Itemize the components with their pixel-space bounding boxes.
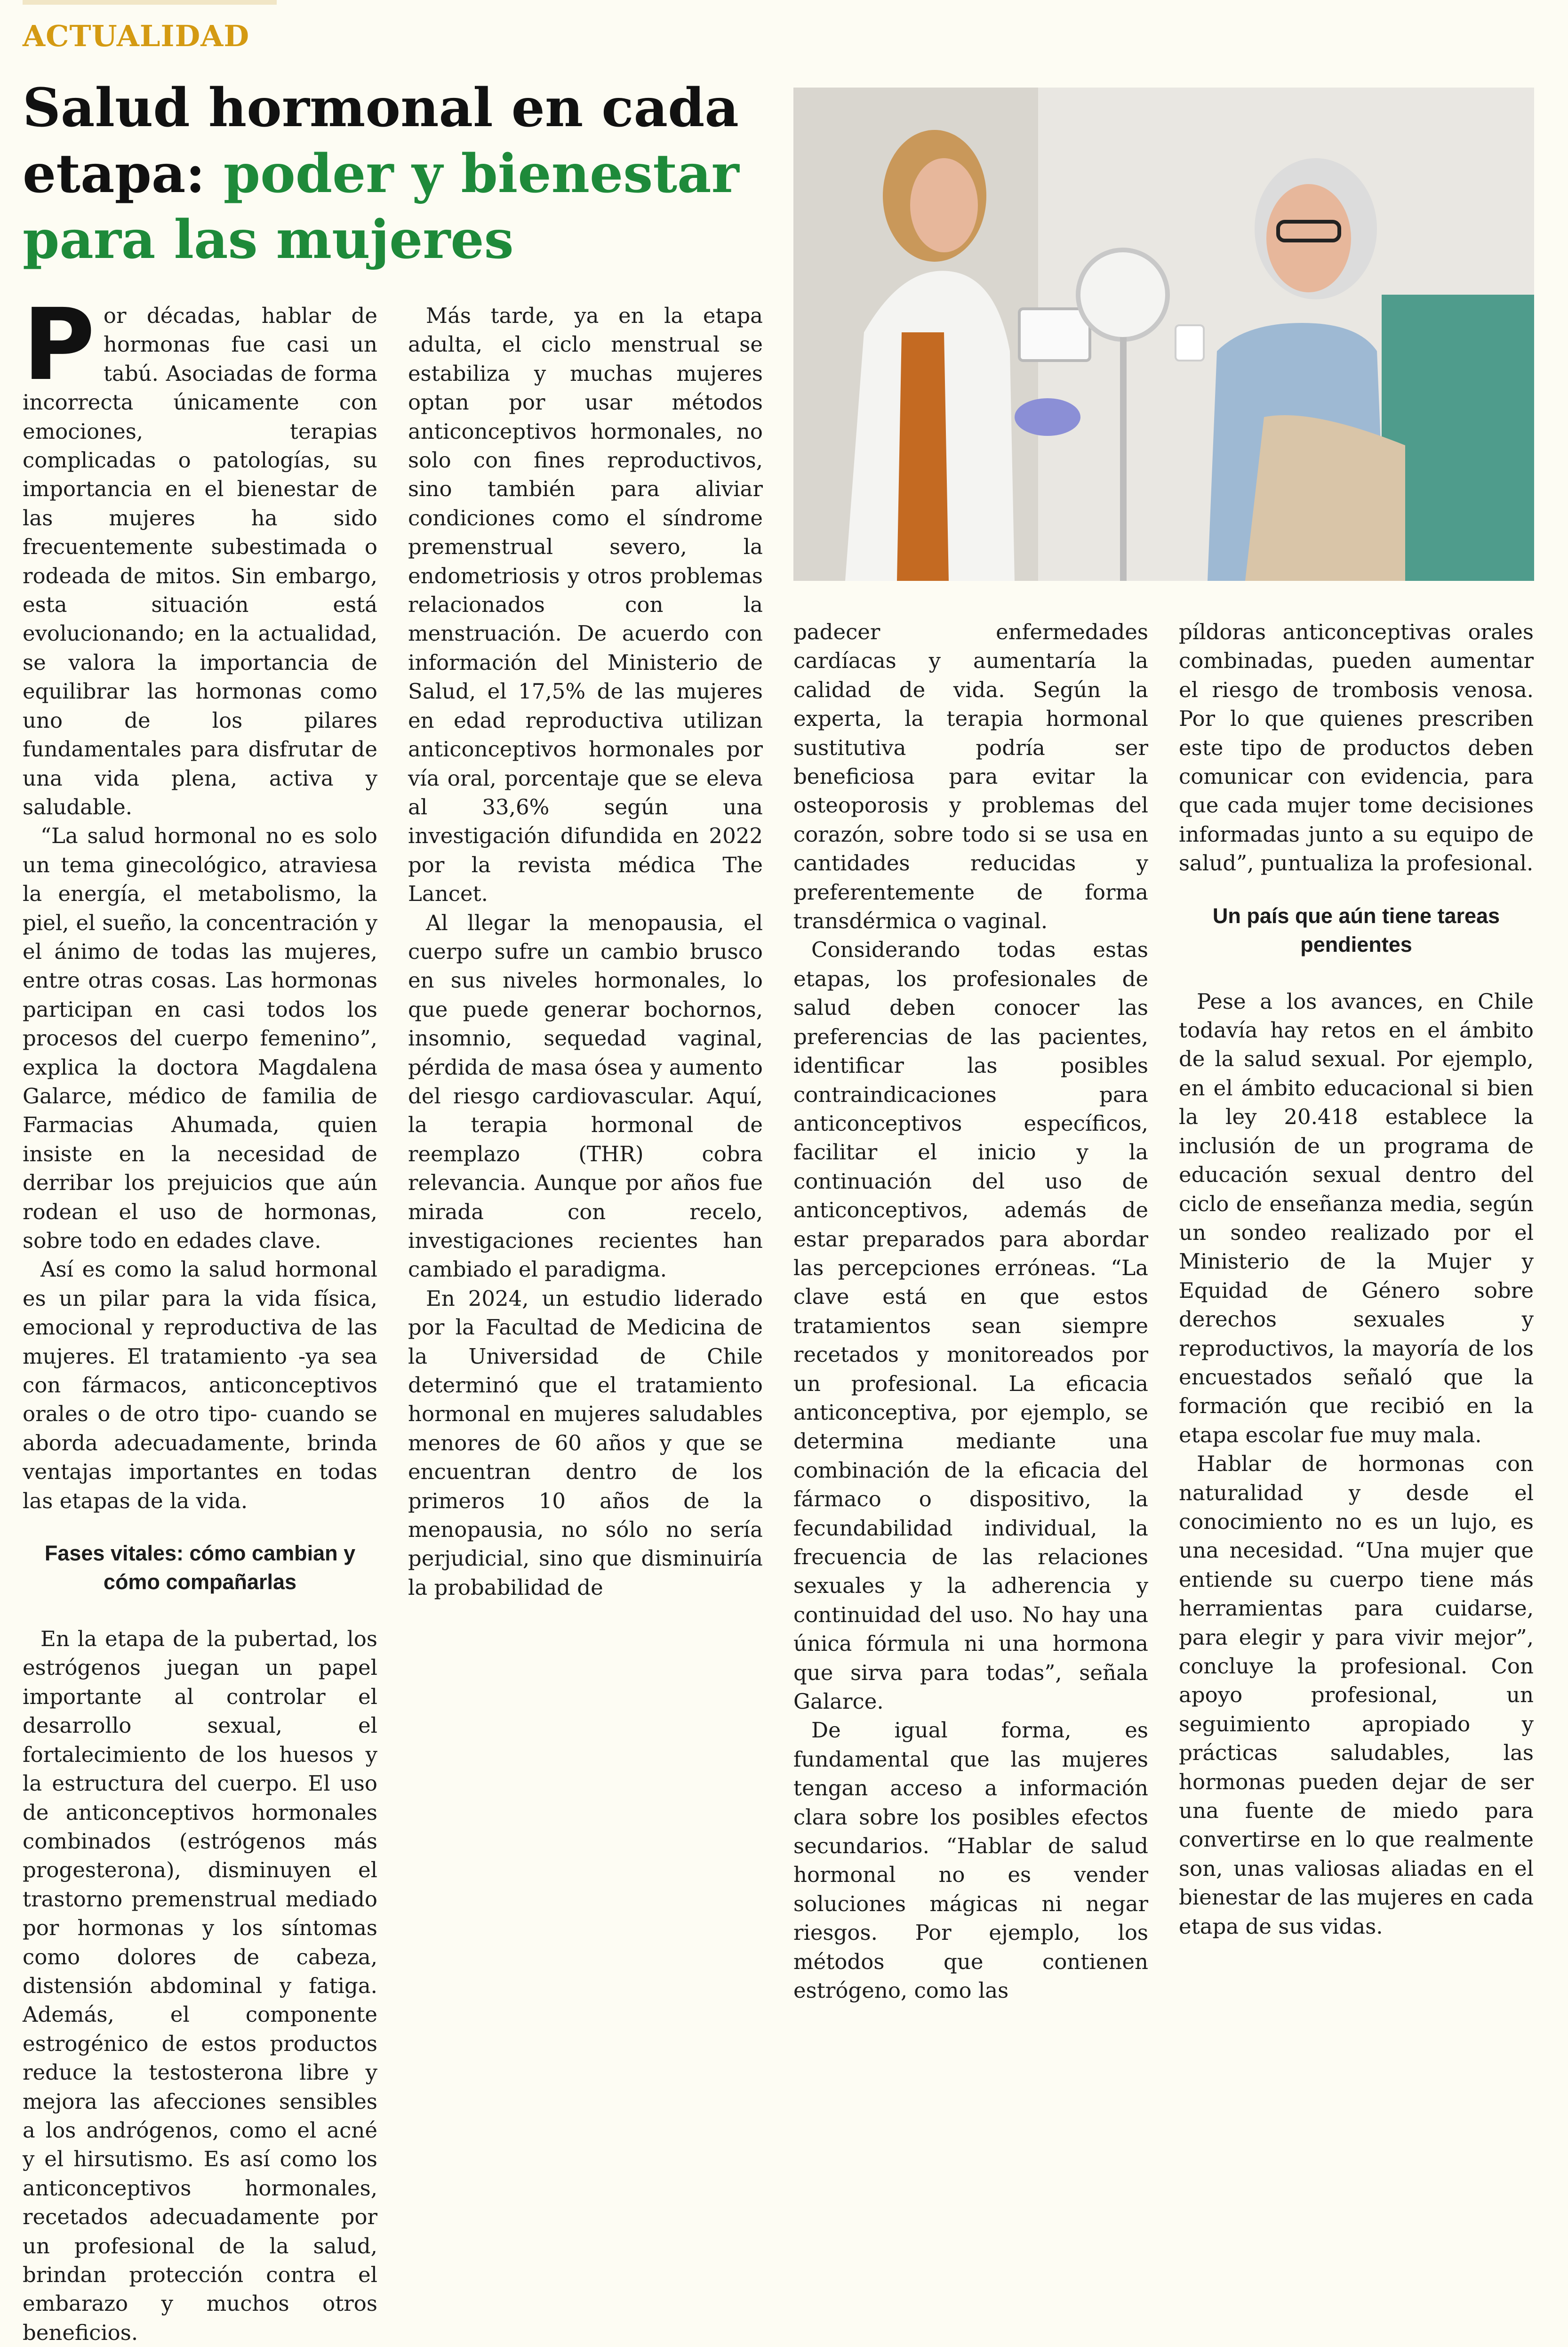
column-1: [23, 287, 377, 2347]
subheading-fases-vitales: Fases vitales: cómo cambian y cómo compañarlas: [44, 1541, 356, 1594]
paragraph-1-text: or décadas, hablar de hormonas fue casi un tabú. Asociadas de forma incorrecta únicamente con emociones, terapias complicadas o patologías, su importancia en el bienestar de las mujeres ha sido frecuentemente subestimada o rodeada de mitos. Sin embargo, esta situación está evolucionando; en la actualidad, se valora la importancia de equilibrar las hormonas como uno de los pilares fundamentales para disfrutar de una vida plena, activa y saludable.: [23, 303, 377, 820]
headline-part-1: Salud hormonal en cada etapa:: [23, 77, 739, 205]
photo-water-cup: [1176, 325, 1204, 361]
photo-doctor-face: [910, 158, 978, 252]
article-photo: [793, 88, 1534, 581]
photo-laptop: [1019, 309, 1090, 361]
headline: [23, 75, 757, 273]
photo-lamp-stand: [1120, 337, 1127, 581]
subheading-pais: Un país que aún tiene tareas pendientes: [1212, 903, 1500, 956]
paragraph-9: De igual forma, es fundamental que las mujeres tengan acceso a información clara sobre los posibles efectos secundarios. “Hablar de salud hormonal no es vender soluciones mágicas ni negar riesgos. Por ejemplo, los métodos que contienen estrógeno, como las: [793, 1718, 1148, 2003]
paragraph-1: [23, 287, 377, 821]
paragraph-10: Pese a los avances, en Chile todavía hay retos en el ámbito de la salud sexual. Por ejemplo, en el ámbito educacional si bien la ley 20.418 establece la inclusión de un programa de educación sexual dentro del ciclo de enseñanza media, según un sondeo realizado por el Ministerio de la Mujer y Equidad de Género sobre derechos sexuales y reproductivos, la mayoría de los encuestados señaló que la formación que recibió en la etapa escolar fue muy mala.: [1179, 989, 1534, 1447]
photo-illustration: [793, 88, 1534, 581]
drop-cap: P: [23, 287, 95, 402]
paragraph-7: En 2024, un estudio liderado por la Facultad de Medicina de la Universidad de Chile determinó que el tratamiento hormonal en mujeres saludables menores de 60 años y que se encuentran dentro de los primeros 10 años de la menopausia, no sólo no sería perjudicial, sino que disminuiría la probabilidad de: [408, 1286, 763, 1600]
column-2: [408, 301, 763, 1602]
photo-doctor-blouse: [897, 332, 949, 581]
paragraph-4: En la etapa de la pubertad, los estrógenos juegan un papel importante al controlar el desarrollo sexual, el fortalecimiento de los huesos y la estructura del cuerpo. El uso de anticonceptivos hormonales combinados (estrógenos más progesterona), disminuyen el trastorno premenstrual mediado por hormonas y los síntomas como dolores de cabeza, distensión abdominal y fatiga. Además, el componente estrogénico de estos productos reduce la testosterona libre y mejora las afecciones sensibles a los andrógenos, como el acné y el hirsutismo. Es así como los anticonceptivos hormonales, recetados adecuadamente por un profesional de la salud, brindan protección contra el embarazo y muchos otros beneficios.: [23, 1626, 377, 2345]
section-label: ACTUALIDAD: [23, 19, 250, 53]
paragraph-9-continued: píldoras anticonceptivas orales combinadas, pueden aumentar el riesgo de trombosis venosa. Por lo que quienes prescriben este tipo de productos deben comunicar con evidencia, para que cada mujer tome decisiones informadas junto a su equipo de salud”, puntualiza la profesional.: [1179, 619, 1534, 876]
paragraph-7-continued: padecer enfermedades cardíacas y aumentaría la calidad de vida. Según la experta, la terapia hormonal sustitutiva podría ser beneficiosa para evitar la osteoporosis y problemas del corazón, sobre todo si se usa en cantidades reducidas y preferentemente de forma transdérmica o vaginal.: [793, 619, 1148, 934]
paragraph-2: “La salud hormonal no es solo un tema ginecológico, atraviesa la energía, el metabolismo, la piel, el sueño, la concentración y el ánimo de todas las mujeres, entre otras cosas. Las hormonas participan en casi todos los procesos del cuerpo femenino”, explica la doctora Magdalena Galarce, médico de familia de Farmacias Ahumada, quien insiste en la necesidad de derribar los prejuicios que aún rodean el uso de hormonas, sobre todo en edades clave.: [23, 823, 377, 1253]
column-4: [1179, 618, 1534, 1941]
paragraph-3: Así es como la salud hormonal es un pilar para la vida física, emocional y reproductiva de las mujeres. El tratamiento -ya sea con fármacos, anticonceptivos orales o de otro tipo- cuando se aborda adecuadamente, brinda ventajas importantes en todas las etapas de la vida.: [23, 1257, 377, 1513]
paragraph-5: Más tarde, ya en la etapa adulta, el ciclo menstrual se estabiliza y muchas mujeres optan por usar métodos anticonceptivos hormonales, no solo con fines reproductivos, sino también para aliviar condiciones como el síndrome premenstrual severo, la endometriosis y otros problemas relacionados con la menstruación. De acuerdo con información del Ministerio de Salud, el 17,5% de las mujeres en edad reproductiva utilizan anticonceptivos hormonales por vía oral, porcentaje que se eleva al 33,6% según una investigación difundida en 2022 por la revista médica The Lancet.: [408, 303, 763, 907]
headline-part-2: poder y bienestar para las mujeres: [23, 143, 739, 271]
paragraph-11: Hablar de hormonas con naturalidad y desde el conocimiento no es un lujo, es una necesidad. “Una mujer que entiende su cuerpo tiene más herramientas para cuidarse, para elegir y para vivir mejor”, concluye la profesional. Con apoyo profesional, un seguimiento apropiado y prácticas saludables, las hormonas pueden dejar de ser una fuente de miedo para convertirse en lo que realmente son, unas valiosas aliadas en el bienestar de las mujeres en cada etapa de sus vidas.: [1179, 1451, 1534, 1939]
top-rule: [23, 0, 277, 5]
photo-gloved-hand: [1015, 398, 1080, 436]
photo-patient-trousers: [1245, 415, 1405, 581]
paragraph-8: Considerando todas estas etapas, los profesionales de salud deben conocer las preferencias de las pacientes, identificar las posibles contraindicaciones para anticonceptivos específicos, facilitar el inicio y la continuación del uso de anticonceptivos, además de estar preparados para abordar las percepciones erróneas. “La clave está en que estos tratamientos sean siempre recetados y monitoreados por un profesional. La eficacia anticonceptiva, por ejemplo, se determina mediante una combinación de la eficacia del fármaco o dispositivo, la fecundabilidad individual, la frecuencia de las relaciones sexuales y la adherencia y continuidad del uso. No hay una única fórmula ni una hormona que sirva para todas”, señala Galarce.: [793, 937, 1148, 1714]
paragraph-6: Al llegar la menopausia, el cuerpo sufre un cambio brusco en sus niveles hormonales, lo que puede generar bochornos, insomnio, sequedad vaginal, pérdida de masa ósea y aumento del riesgo cardiovascular. Aquí, la terapia hormonal de reemplazo (THR) cobra relevancia. Aunque por años fue mirada con recelo, investigaciones recientes han cambiado el paradigma.: [408, 910, 763, 1282]
photo-exam-lamp: [1078, 250, 1168, 339]
column-3: [793, 618, 1148, 2005]
